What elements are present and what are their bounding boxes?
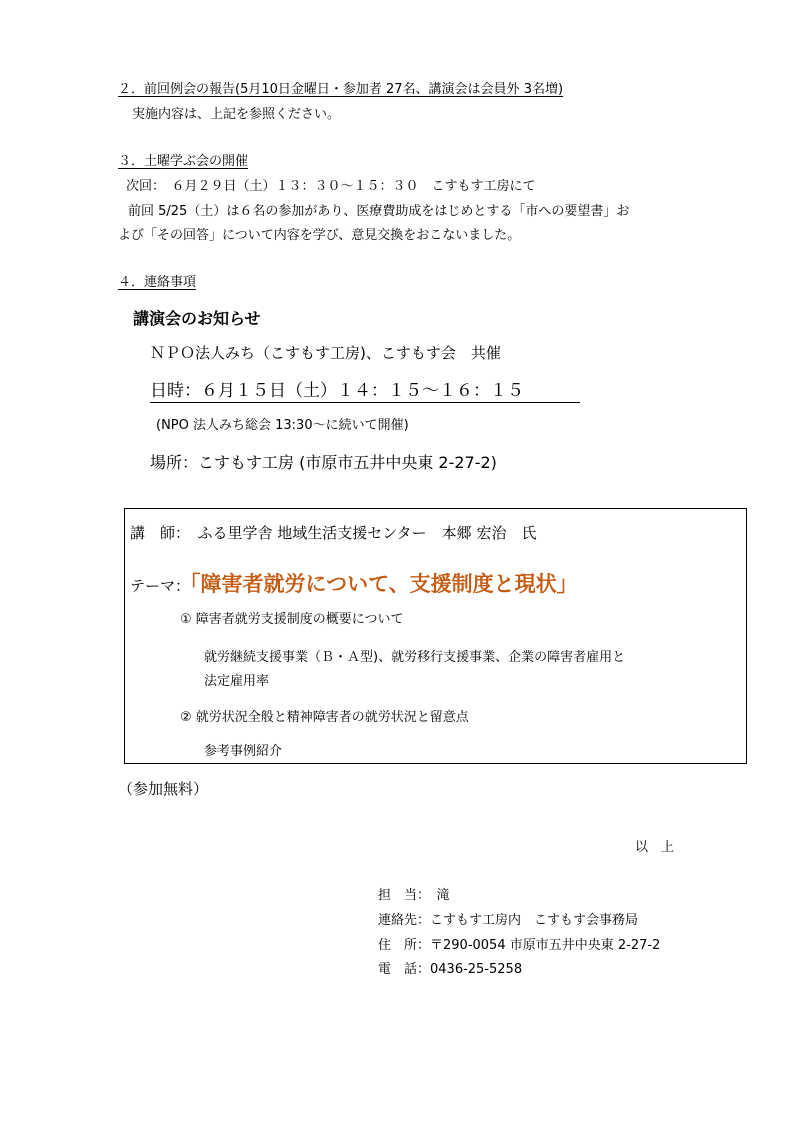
section3-heading: ３．土曜学ぶ会の開催 (118, 154, 249, 169)
item1-detail-line1: 就労継続支援事業（Ｂ・Ａ型)、就労移行支援事業、企業の障害者雇用と (204, 650, 626, 665)
section2-body: 実施内容は、上記を参照ください。 (132, 107, 341, 122)
item2: ② 就労状況全般と精神障害者の就労状況と留意点 (180, 710, 469, 725)
section3-next: 次回： ６月２９日（土）１３：３０～１５：３０ こすもす工房にて (126, 179, 536, 194)
contact-person: 担 当： 滝 (378, 888, 450, 903)
section2-heading: ２．前回例会の報告(5月10日金曜日・参加者 27名、講演会は会員外 3名増) (118, 82, 564, 97)
lecture-place: 場所：こすもす工房 (市原市五井中央東 2-27-2) (150, 453, 497, 472)
item1: ① 障害者就労支援制度の概要について (180, 612, 404, 627)
section3-prev-line2: よび「その回答」について内容を学び、意見交換をおこないました。 (118, 228, 521, 243)
section3-prev-line1: 前回 5/25（土）は６名の参加があり、医療費助成をはじめとする「市への要望書」お (128, 204, 630, 219)
lecture-organizer: ＮＰＯ法人みち（こすもす工房)、こすもす会 共催 (150, 344, 501, 362)
lecturer: 講 師： ふる里学舎 地域生活支援センター 本郷 宏治 氏 (130, 524, 537, 542)
contact-address: 住 所：〒290-0054 市原市五井中央東 2-27-2 (378, 938, 661, 953)
section4-heading: ４．連絡事項 (118, 275, 197, 290)
lecture-datetime-note: (NPO 法人みち総会 13:30～に続いて開催) (156, 418, 409, 433)
contact-office: 連絡先：こすもす工房内 こすもす会事務局 (378, 913, 639, 928)
lecture-fee: （参加無料） (118, 780, 209, 798)
item1-detail-line2: 法定雇用率 (204, 674, 270, 689)
closing: 以 上 (635, 840, 675, 855)
lecture-datetime-text: 日時：６月１５日（土）１４：１５～１６：１５ (150, 376, 580, 403)
theme-label: テーマ： (130, 577, 191, 595)
lecture-datetime (150, 376, 580, 403)
theme-title: 「障害者就労について、支援制度と現状」 (190, 572, 578, 596)
contact-phone: 電 話：0436-25-5258 (378, 962, 523, 977)
lecture-detail-box (124, 508, 747, 764)
lecture-title: 講演会のお知らせ (133, 309, 261, 328)
item2-detail: 参考事例紹介 (204, 744, 283, 759)
theme-line (130, 568, 578, 598)
